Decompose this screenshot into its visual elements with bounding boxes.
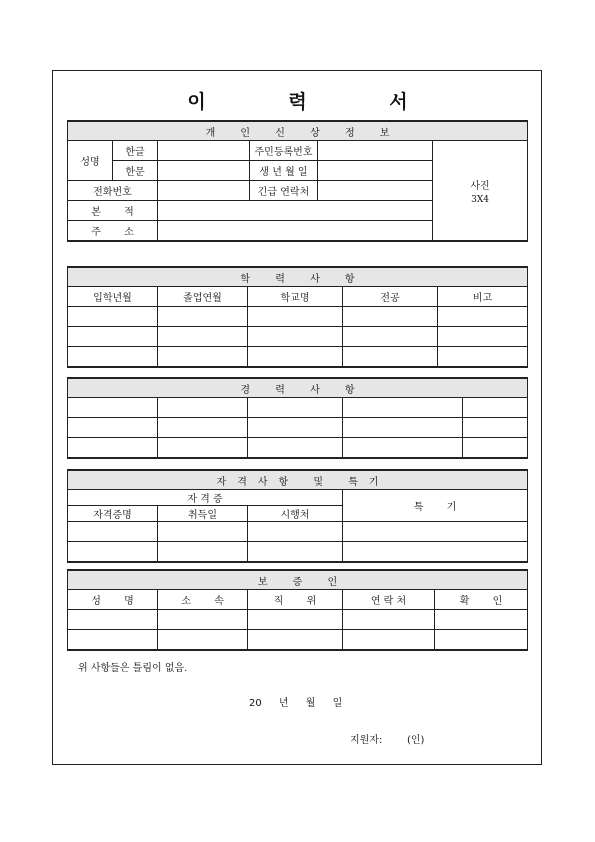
resident-no-label: 주민등록번호 [250, 141, 318, 161]
address-label: 주 소 [68, 221, 158, 242]
resident-no-field[interactable] [318, 141, 433, 161]
table-row [68, 347, 528, 368]
education-header: 학 력 사 항 [68, 267, 528, 287]
career-header: 경 력 사 항 [68, 378, 528, 398]
birth-label: 생 년 월 일 [250, 161, 318, 181]
photo-size: 3X4 [471, 194, 489, 205]
table-row [68, 418, 528, 438]
qualification-table [67, 469, 528, 563]
cert-group-label: 자 격 증 [68, 490, 343, 506]
phone-label: 전화번호 [68, 181, 158, 201]
table-row [68, 522, 528, 542]
korean-name-field[interactable] [158, 141, 250, 161]
column-header: 성 명 [68, 590, 158, 610]
column-header: 입학년월 [68, 287, 158, 307]
birth-field[interactable] [318, 161, 433, 181]
personal-info-header: 개 인 신 상 정 보 [68, 121, 528, 141]
special-label: 특 기 [343, 490, 528, 522]
applicant-label: 지원자: [350, 735, 383, 746]
korean-label: 한글 [113, 141, 158, 161]
column-header: 시행처 [248, 506, 343, 522]
guarantor-header: 보 증 인 [68, 570, 528, 590]
table-row [68, 327, 528, 347]
personal-info-table [67, 120, 528, 242]
document-title: 이 력 서 [187, 91, 446, 113]
origin-label: 본 적 [68, 201, 158, 221]
column-header: 전공 [343, 287, 438, 307]
date-line: 20 년 월 일 [249, 698, 343, 709]
column-header: 자격증명 [68, 506, 158, 522]
column-header: 소 속 [158, 590, 248, 610]
phone-field[interactable] [158, 181, 250, 201]
qualification-header: 자격사항 및 특기 [68, 470, 528, 490]
seal-label: (인) [407, 735, 425, 746]
column-header: 직 위 [248, 590, 343, 610]
guarantor-table [67, 569, 528, 651]
column-header: 연 락 처 [343, 590, 435, 610]
name-label: 성명 [68, 141, 113, 181]
table-row [68, 438, 528, 459]
career-table [67, 377, 528, 459]
emergency-field[interactable] [318, 181, 433, 201]
hanja-label: 한문 [113, 161, 158, 181]
address-field[interactable] [158, 221, 433, 242]
column-header: 학교명 [248, 287, 343, 307]
column-header: 확 인 [435, 590, 528, 610]
confirmation-statement: 위 사항들은 틀림이 없음. [78, 663, 188, 674]
table-row [68, 307, 528, 327]
education-table [67, 266, 528, 368]
table-row [68, 610, 528, 630]
column-header: 비고 [438, 287, 528, 307]
photo-box [433, 141, 528, 242]
origin-field[interactable] [158, 201, 433, 221]
table-row [68, 630, 528, 651]
emergency-label: 긴급 연락처 [250, 181, 318, 201]
column-header: 취득일 [158, 506, 248, 522]
table-row [68, 398, 528, 418]
photo-label: 사진 [470, 180, 490, 192]
table-row [68, 542, 528, 563]
column-header: 졸업연월 [158, 287, 248, 307]
hanja-name-field[interactable] [158, 161, 250, 181]
